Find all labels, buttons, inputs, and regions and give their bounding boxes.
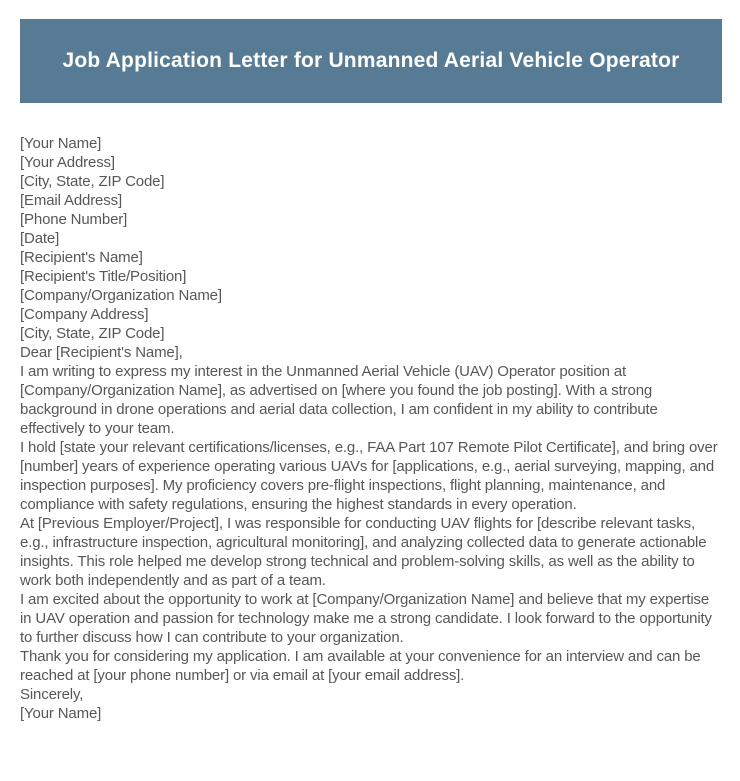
recipient-name-line: [Recipient's Name] [20,249,143,266]
company-address-line: [Company Address] [20,306,149,323]
sender-email-line: [Email Address] [20,192,122,209]
company-name-line: [Company/Organization Name] [20,287,222,304]
date-line: [Date] [20,230,60,247]
letter-paragraph-enthusiasm: I am excited about the opportunity to work at [Company/Organization Name] and believe that my expertise in UAV operation and passion for technology make me a strong candidate. I look forward to the opportunity to further discuss how I can contribute to your organization. [20,591,712,646]
letter-paragraph-experience: At [Previous Employer/Project], I was responsible for conducting UAV flights for [describe relevant tasks, e.g., infrastructure inspection, agricultural monitoring], and analyzing collected data to generate actionable insights. This role helped me develop strong technical and problem-solving skills, as well as the ability to work both independently and as part of a team. [20,515,707,589]
letter-body [20,134,722,723]
salutation-line: Dear [Recipient's Name], [20,344,183,361]
sender-phone-line: [Phone Number] [20,211,128,228]
page-title: Job Application Letter for Unmanned Aerial Vehicle Operator [62,49,680,72]
closing-line: Sincerely, [20,686,84,703]
letter-paragraph-intro: I am writing to express my interest in the Unmanned Aerial Vehicle (UAV) Operator position at [Company/Organization Name], as advertised on [where you found the job posting]. With a strong background in drone operations and aerial data collection, I am confident in my ability to contribute effectively to your team. [20,363,658,437]
letter-title-banner [20,19,722,103]
letter-paragraph-thanks: Thank you for considering my application. I am available at your convenience for an interview and can be reached at [your phone number] or via email at [your email address]. [20,648,701,684]
sender-address-line: [Your Address] [20,154,115,171]
signature-name-line: [Your Name] [20,705,102,722]
company-city-line: [City, State, ZIP Code] [20,325,165,342]
sender-city-line: [City, State, ZIP Code] [20,173,165,190]
letter-paragraph-qualifications: I hold [state your relevant certifications/licenses, e.g., FAA Part 107 Remote Pilot Certificate], and bring over [number] years of experience operating various UAVs for [applications, e.g., aerial surveying, mapping, and inspection purposes]. My proficiency covers pre-flight inspections, flight planning, maintenance, and compliance with safety regulations, ensuring the highest standards in every operation. [20,439,718,513]
recipient-title-line: [Recipient's Title/Position] [20,268,187,285]
sender-name-line: [Your Name] [20,135,102,152]
